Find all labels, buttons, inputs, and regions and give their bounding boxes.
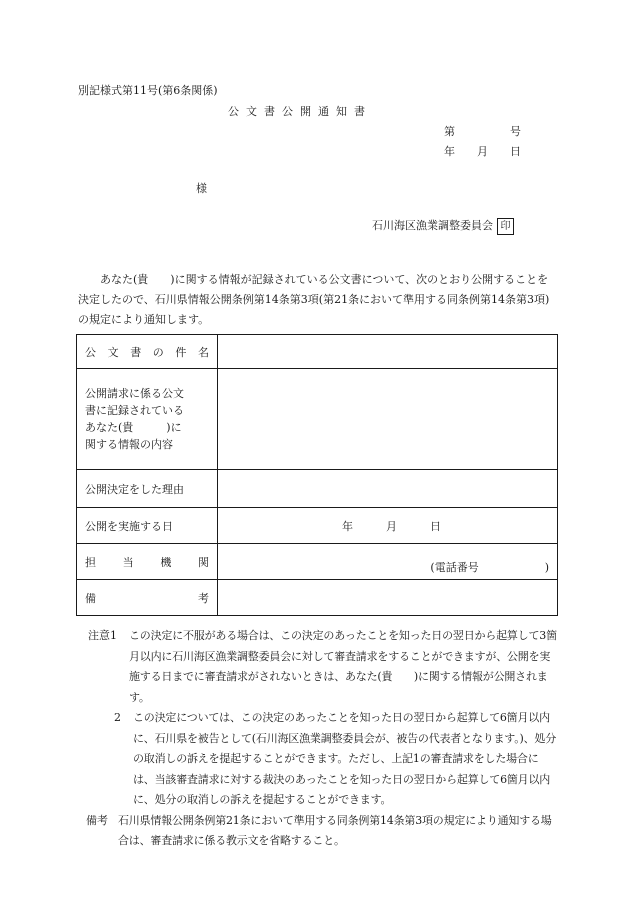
table-row: [77, 580, 558, 616]
label-line: あなた(貴 )に: [85, 421, 182, 434]
label-subject: [77, 335, 218, 369]
table-row: [77, 335, 558, 369]
label-char: 件: [175, 345, 187, 359]
note-item: [88, 708, 558, 811]
document-number-line: 第 号: [444, 125, 521, 138]
label-reason: 公開決定をした理由: [77, 470, 218, 508]
remark-item: [86, 811, 558, 852]
document-title: 公文書公開通知書: [228, 105, 372, 118]
remark-text: 石川県情報公開条例第21条において準用する同条例第14条第3項の規定により通知する場合は、審査請求に係る教示文を省略すること。: [118, 813, 552, 847]
label-char: 関: [197, 555, 209, 569]
label-line: 関する情報の内容: [85, 438, 173, 451]
label-char: 備: [85, 591, 96, 605]
label-char: 機: [160, 555, 172, 569]
phone-number-label: (電話番号 ): [430, 561, 549, 574]
label-char: 書: [130, 345, 142, 359]
label-line: 公開請求に係る公文: [85, 387, 184, 400]
value-department: [218, 544, 558, 580]
intro-paragraph: あなた(貴 )に関する情報が記録されている公文書について、次のとおり公開することを決定したので、石川県情報公開条例第14条第3項(第21条において準用する同条例第14条第3項)の規定により通知します。: [78, 273, 550, 326]
value-subject: [218, 335, 558, 369]
label-char: 公: [85, 345, 96, 359]
notes-section: [88, 626, 558, 852]
label-char: 文: [107, 345, 119, 359]
note-number: 2: [114, 711, 121, 724]
note-text: この決定に不服がある場合は、この決定のあったことを知った日の翌日から起算して3箇月以内に石川海区漁業調整委員会に対して審査請求をすることができますが、公開を実施する日までに審査請求がされないときは、あなた(貴 )に関する情報が公開されます。: [129, 629, 557, 704]
value-reason: [218, 470, 558, 508]
value-information-content: [218, 369, 558, 470]
label-char: 考: [198, 591, 209, 605]
label-remarks: [77, 580, 218, 616]
note-number: 注意1: [88, 629, 117, 642]
note-text: この決定については、この決定のあったことを知った日の翌日から起算して6箇月以内に、石川県を被告として(石川海区漁業調整委員会が、被告の代表者となります。)、処分の取消しの訴えを提起することができます。ただし、上記1の審査請求をした場合には、当該審査請求に対する裁決のあったことを知った日の翌日から起算して6箇月以内に、処分の取消しの訴えを提起することができます。: [133, 711, 557, 806]
value-remarks: [218, 580, 558, 616]
seal-mark: 印: [497, 218, 514, 235]
note-item: [88, 626, 558, 708]
issuer-name: 石川海区漁業調整委員会: [372, 219, 493, 232]
table-row: [77, 508, 558, 544]
addressee-suffix: 様: [196, 182, 207, 195]
label-line: 書に記録されている: [85, 404, 184, 417]
label-department: [77, 544, 218, 580]
label-char: 担: [85, 555, 96, 569]
document-date-line: 年 月 日: [444, 145, 521, 158]
label-char: 名: [197, 345, 209, 359]
form-number: 別記様式第11号(第6条関係): [78, 84, 218, 97]
table-row: [77, 369, 558, 470]
notice-table: [76, 334, 558, 616]
label-information-content: [77, 369, 218, 470]
value-implementation-date: 年 月 日: [218, 508, 558, 544]
issuer-block: [372, 217, 514, 235]
table-row: [77, 470, 558, 508]
label-implementation-date: 公開を実施する日: [77, 508, 218, 544]
label-char: 当: [122, 555, 134, 569]
label-char: の: [152, 345, 164, 359]
table-row: [77, 544, 558, 580]
remark-heading: 備考: [86, 813, 108, 827]
